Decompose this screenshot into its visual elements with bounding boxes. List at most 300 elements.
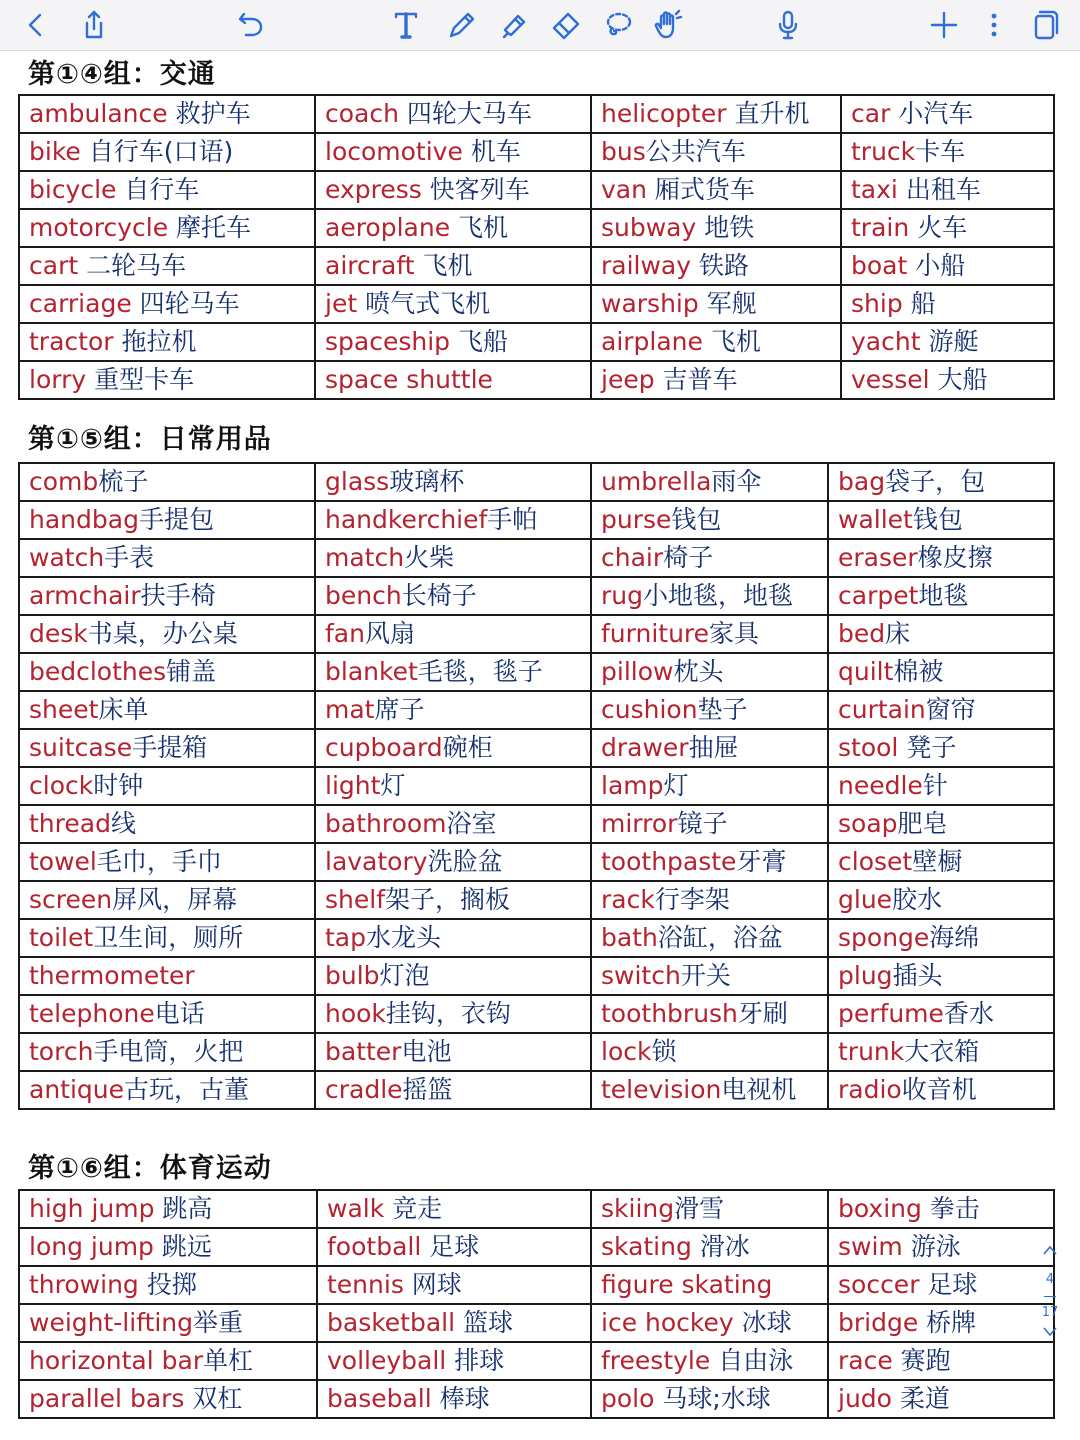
english-word: chair <box>601 543 664 572</box>
english-word: jeep <box>601 365 655 394</box>
vocab-cell <box>841 247 1054 285</box>
chinese-meaning: 香水 <box>943 999 994 1028</box>
chinese-meaning: 壁橱 <box>912 847 963 876</box>
chinese-meaning: 足球 <box>421 1232 480 1261</box>
chinese-meaning: 窗帘 <box>925 695 976 724</box>
chinese-meaning: 小地毯，地毯 <box>643 581 794 610</box>
chinese-meaning: 电视机 <box>721 1075 797 1104</box>
english-word: cupboard <box>325 733 443 762</box>
english-word: hook <box>325 999 386 1028</box>
english-word: throwing <box>29 1270 139 1299</box>
chinese-meaning: 自行车 <box>116 175 200 204</box>
chinese-meaning: 地毯 <box>918 581 969 610</box>
english-word: carriage <box>29 289 132 318</box>
chinese-meaning: 钱包 <box>912 505 963 534</box>
table-row <box>19 805 1054 843</box>
chinese-meaning: 抽屉 <box>688 733 739 762</box>
current-page-number: 4 <box>1045 1272 1055 1287</box>
chinese-meaning: 镜子 <box>677 809 728 838</box>
english-word: television <box>601 1075 722 1104</box>
english-word: high jump <box>29 1194 155 1223</box>
english-word: mat <box>325 695 375 724</box>
chinese-meaning: 大衣箱 <box>904 1037 980 1066</box>
english-word: curtain <box>838 695 926 724</box>
vocab-cell <box>828 501 1054 539</box>
english-word: mirror <box>601 809 678 838</box>
chinese-meaning: 大船 <box>929 365 988 394</box>
chinese-meaning: 冰球 <box>733 1308 792 1337</box>
chinese-meaning: 梳子 <box>98 467 149 496</box>
chinese-meaning: 风扇 <box>364 619 415 648</box>
english-word: aircraft <box>325 251 415 280</box>
lasso-tool-icon[interactable] <box>596 3 640 47</box>
vocab-cell <box>828 463 1054 501</box>
english-word: closet <box>838 847 913 876</box>
english-word: ship <box>851 289 903 318</box>
vocab-cell <box>591 615 828 653</box>
english-word: express <box>325 175 422 204</box>
english-word: lorry <box>29 365 87 394</box>
english-word: jet <box>325 289 358 318</box>
total-page-count: 17 <box>1041 1305 1059 1320</box>
english-word: bathroom <box>325 809 447 838</box>
chinese-meaning: 单杠 <box>203 1346 254 1375</box>
vocab-cell <box>315 133 591 171</box>
english-word: clock <box>29 771 94 800</box>
vocab-cell <box>19 1071 315 1109</box>
english-word: trunk <box>838 1037 905 1066</box>
vocab-cell <box>591 767 828 805</box>
chevron-down-icon[interactable] <box>1040 1325 1060 1349</box>
chinese-meaning: 灯 <box>663 771 689 800</box>
vocab-cell <box>315 171 591 209</box>
english-word: skating <box>601 1232 692 1261</box>
chinese-meaning: 开关 <box>680 961 731 990</box>
english-word: sheet <box>29 695 99 724</box>
vocab-cell <box>19 881 315 919</box>
english-word: lavatory <box>325 847 428 876</box>
chinese-meaning: 插头 <box>892 961 943 990</box>
chinese-meaning: 机车 <box>462 137 521 166</box>
english-word: taxi <box>851 175 898 204</box>
english-word: warship <box>601 289 699 318</box>
vocab-cell <box>591 1304 828 1342</box>
table-row <box>19 653 1054 691</box>
english-word: bag <box>838 467 886 496</box>
chinese-meaning: 枕头 <box>673 657 724 686</box>
vocab-cell <box>315 209 591 247</box>
vocab-cell <box>19 361 315 399</box>
table-row <box>19 729 1054 767</box>
undo-icon[interactable] <box>228 3 272 47</box>
chinese-meaning: 毛毯，毯子 <box>417 657 543 686</box>
chinese-meaning: 凳子 <box>898 733 957 762</box>
vocab-cell <box>19 653 315 691</box>
chinese-meaning: 飞机 <box>450 213 509 242</box>
chinese-meaning: 双杠 <box>184 1384 243 1413</box>
chinese-meaning: 篮球 <box>455 1308 514 1337</box>
chinese-meaning: 摇篮 <box>402 1075 453 1104</box>
chinese-meaning: 厢式货车 <box>646 175 755 204</box>
chinese-meaning: 椅子 <box>663 543 714 572</box>
english-word: suitcase <box>29 733 133 762</box>
vocab-table-daily-items <box>18 462 1055 1110</box>
pages-icon[interactable] <box>1022 3 1066 47</box>
english-word: rug <box>601 581 643 610</box>
vocab-cell <box>591 1033 828 1071</box>
vocab-cell <box>841 95 1054 133</box>
vocab-cell <box>19 1228 317 1266</box>
eraser-tool-icon[interactable] <box>544 3 588 47</box>
vocab-cell <box>315 1071 591 1109</box>
chinese-meaning: 铁路 <box>691 251 750 280</box>
english-word: drawer <box>601 733 689 762</box>
english-word: comb <box>29 467 99 496</box>
table-row <box>19 361 1054 399</box>
vocab-cell <box>315 729 591 767</box>
chinese-meaning: 二轮马车 <box>78 251 187 280</box>
table-row <box>19 995 1054 1033</box>
english-word: bus <box>601 137 646 166</box>
english-word: bench <box>325 581 402 610</box>
vocab-cell <box>315 501 591 539</box>
english-word: glue <box>838 885 893 914</box>
chinese-meaning: 柔道 <box>891 1384 950 1413</box>
english-word: bedclothes <box>29 657 167 686</box>
vocab-cell <box>317 1304 591 1342</box>
table-row <box>19 1266 1054 1304</box>
vocab-cell <box>841 171 1054 209</box>
vocab-cell <box>828 539 1054 577</box>
table-row <box>19 843 1054 881</box>
vocab-cell <box>828 1228 1054 1266</box>
chinese-meaning: 卫生间，厕所 <box>93 923 244 952</box>
chinese-meaning: 地铁 <box>696 213 755 242</box>
back-icon[interactable] <box>14 3 58 47</box>
table-row <box>19 691 1054 729</box>
chinese-meaning: 家具 <box>709 619 760 648</box>
chinese-meaning: 时钟 <box>93 771 144 800</box>
chinese-meaning: 雨伞 <box>711 467 762 496</box>
chinese-meaning: 毛巾，手巾 <box>96 847 222 876</box>
add-icon[interactable] <box>922 3 966 47</box>
vocab-cell <box>591 843 828 881</box>
table-row <box>19 577 1054 615</box>
chinese-meaning: 牙膏 <box>736 847 787 876</box>
vocab-cell <box>828 767 1054 805</box>
english-word: cradle <box>325 1075 403 1104</box>
english-word: cushion <box>601 695 698 724</box>
english-word: towel <box>29 847 97 876</box>
chinese-meaning: 玻璃杯 <box>389 467 465 496</box>
english-word: thread <box>29 809 111 838</box>
chinese-meaning: 救护车 <box>167 99 251 128</box>
english-word: football <box>327 1232 422 1261</box>
english-word: basketball <box>327 1308 456 1337</box>
vocab-cell <box>317 1380 591 1418</box>
table-row <box>19 463 1054 501</box>
vocab-cell <box>19 209 315 247</box>
english-word: match <box>325 543 405 572</box>
vocab-cell <box>19 247 315 285</box>
vocab-cell <box>19 1304 317 1342</box>
english-word: sponge <box>838 923 930 952</box>
english-word: armchair <box>29 581 141 610</box>
vocab-cell <box>315 285 591 323</box>
page-divider <box>1044 1296 1056 1297</box>
chinese-meaning: 拳击 <box>921 1194 980 1223</box>
chinese-meaning: 行李架 <box>654 885 730 914</box>
chinese-meaning: 海绵 <box>929 923 980 952</box>
english-word: switch <box>601 961 681 990</box>
page-scroller[interactable] <box>1040 1244 1060 1394</box>
vocab-cell <box>591 919 828 957</box>
chinese-meaning: 军舰 <box>698 289 757 318</box>
vocab-cell <box>591 1071 828 1109</box>
chinese-meaning: 水龙头 <box>366 923 442 952</box>
chinese-meaning: 针 <box>922 771 948 800</box>
vocab-cell <box>591 995 828 1033</box>
vocab-cell <box>317 1266 591 1304</box>
vocab-cell <box>591 539 828 577</box>
english-word: locomotive <box>325 137 463 166</box>
english-word: race <box>838 1346 893 1375</box>
english-word: baseball <box>327 1384 432 1413</box>
vocab-cell <box>19 1380 317 1418</box>
vocab-cell <box>591 361 841 399</box>
chinese-meaning: 床 <box>885 619 911 648</box>
vocab-cell <box>315 1033 591 1071</box>
english-word: boat <box>851 251 908 280</box>
english-word: weight-lifting <box>29 1308 194 1337</box>
vocab-cell <box>828 1380 1054 1418</box>
english-word: boxing <box>838 1194 922 1223</box>
vocab-cell <box>591 171 841 209</box>
english-word: parallel bars <box>29 1384 185 1413</box>
chinese-meaning: 排球 <box>446 1346 505 1375</box>
vocab-cell <box>19 1342 317 1380</box>
chinese-meaning: 自行车(口语) <box>80 137 234 166</box>
vocab-cell <box>19 957 315 995</box>
chinese-meaning: 小汽车 <box>890 99 974 128</box>
chinese-meaning: 手表 <box>104 543 155 572</box>
vocab-cell <box>19 615 315 653</box>
english-word: tractor <box>29 327 114 356</box>
vocab-cell <box>315 323 591 361</box>
english-word: lock <box>601 1037 652 1066</box>
english-word: yacht <box>851 327 921 356</box>
english-word: freestyle <box>601 1346 711 1375</box>
vocab-cell <box>19 691 315 729</box>
vocab-cell <box>591 285 841 323</box>
hand-tool-icon[interactable] <box>646 3 690 47</box>
highlighter-tool-icon[interactable] <box>492 3 536 47</box>
english-word: railway <box>601 251 692 280</box>
vocab-cell <box>828 729 1054 767</box>
vocab-cell <box>828 805 1054 843</box>
english-word: screen <box>29 885 113 914</box>
vocab-cell <box>828 1033 1054 1071</box>
chinese-meaning: 飞机 <box>414 251 473 280</box>
vocab-cell <box>315 615 591 653</box>
chinese-meaning: 飞船 <box>450 327 508 356</box>
chinese-meaning: 浴缸，浴盆 <box>657 923 783 952</box>
english-word: cart <box>29 251 79 280</box>
toolbar <box>0 0 1080 51</box>
english-word: swim <box>838 1232 903 1261</box>
english-word: coach <box>325 99 399 128</box>
chinese-meaning: 屏风，屏幕 <box>112 885 238 914</box>
chevron-up-icon[interactable] <box>1040 1244 1060 1268</box>
vocab-cell <box>19 843 315 881</box>
english-word: glass <box>325 467 390 496</box>
english-word: watch <box>29 543 105 572</box>
vocab-cell <box>591 1380 828 1418</box>
table-row <box>19 1380 1054 1418</box>
english-word: thermometer <box>29 961 195 990</box>
english-word: torch <box>29 1037 94 1066</box>
chinese-meaning: 手提箱 <box>132 733 208 762</box>
english-word: radio <box>838 1075 902 1104</box>
vocab-table-sports <box>18 1189 1055 1419</box>
vocab-cell <box>315 957 591 995</box>
share-icon[interactable] <box>72 3 116 47</box>
vocab-cell <box>19 1033 315 1071</box>
chinese-meaning: 投掷 <box>138 1270 197 1299</box>
vocab-cell <box>828 1342 1054 1380</box>
vocab-cell <box>591 247 841 285</box>
chinese-meaning: 船 <box>902 289 936 318</box>
chinese-meaning: 游泳 <box>902 1232 961 1261</box>
vocab-cell <box>841 323 1054 361</box>
chinese-meaning: 牙刷 <box>737 999 788 1028</box>
chinese-meaning: 垫子 <box>697 695 748 724</box>
vocab-cell <box>841 285 1054 323</box>
table-row <box>19 767 1054 805</box>
table-row <box>19 919 1054 957</box>
vocab-cell <box>591 1190 828 1228</box>
chinese-meaning: 竞走 <box>384 1194 443 1223</box>
chinese-meaning: 四轮大马车 <box>398 99 532 128</box>
vocab-cell <box>315 95 591 133</box>
english-word: rack <box>601 885 655 914</box>
chinese-meaning: 棒球 <box>431 1384 490 1413</box>
english-word: stool <box>838 733 899 762</box>
chinese-meaning: 小船 <box>907 251 966 280</box>
vocab-cell <box>19 577 315 615</box>
chinese-meaning: 跳高 <box>154 1194 213 1223</box>
english-word: truck <box>851 137 916 166</box>
chinese-meaning: 收音机 <box>901 1075 977 1104</box>
vocab-cell <box>19 767 315 805</box>
vocab-cell <box>828 995 1054 1033</box>
english-word: purse <box>601 505 672 534</box>
group-title-daily-items: 第①⑤组：日常用品 <box>28 424 272 455</box>
vocab-cell <box>828 919 1054 957</box>
chinese-meaning: 长椅子 <box>401 581 477 610</box>
chinese-meaning: 火车 <box>909 213 968 242</box>
english-word: eraser <box>838 543 918 572</box>
vocab-cell <box>591 95 841 133</box>
table-row <box>19 95 1054 133</box>
english-word: subway <box>601 213 697 242</box>
english-word: helicopter <box>601 99 727 128</box>
chinese-meaning: 四轮马车 <box>131 289 240 318</box>
vocab-table-transport <box>18 94 1055 400</box>
chinese-meaning: 电话 <box>154 999 205 1028</box>
english-word: handkerchief <box>325 505 488 534</box>
chinese-meaning: 拖拉机 <box>113 327 197 356</box>
english-word: toothpaste <box>601 847 737 876</box>
chinese-meaning: 出租车 <box>897 175 981 204</box>
vocab-cell <box>315 767 591 805</box>
vocab-cell <box>19 729 315 767</box>
chinese-meaning: 公共汽车 <box>645 137 746 166</box>
vocab-cell <box>828 1071 1054 1109</box>
english-word: quilt <box>838 657 894 686</box>
chinese-meaning: 手电筒，火把 <box>93 1037 244 1066</box>
english-word: bed <box>838 619 886 648</box>
english-word: polo <box>601 1384 655 1413</box>
vocab-cell <box>828 881 1054 919</box>
english-word: soccer <box>838 1270 920 1299</box>
english-word: van <box>601 175 647 204</box>
chinese-meaning: 桥牌 <box>918 1308 977 1337</box>
table-row <box>19 247 1054 285</box>
group-title-transport: 第①④组：交通 <box>28 59 216 90</box>
vocab-cell <box>591 729 828 767</box>
chinese-meaning: 足球 <box>919 1270 978 1299</box>
english-word: shelf <box>325 885 385 914</box>
text-tool-icon[interactable] <box>384 3 428 47</box>
vocab-cell <box>19 133 315 171</box>
vocab-cell <box>591 1228 828 1266</box>
english-word: plug <box>838 961 893 990</box>
vocab-cell <box>841 133 1054 171</box>
table-row <box>19 1190 1054 1228</box>
chinese-meaning: 锁 <box>651 1037 677 1066</box>
vocab-cell <box>19 805 315 843</box>
english-word: needle <box>838 771 923 800</box>
vocab-cell <box>591 501 828 539</box>
chinese-meaning: 手帕 <box>487 505 538 534</box>
vocab-cell <box>315 247 591 285</box>
more-icon[interactable] <box>972 3 1016 47</box>
chinese-meaning: 棉被 <box>893 657 944 686</box>
pen-tool-icon[interactable] <box>440 3 484 47</box>
chinese-meaning: 肥皂 <box>897 809 948 838</box>
vocab-cell <box>828 577 1054 615</box>
chinese-meaning: 游艇 <box>920 327 979 356</box>
english-word: volleyball <box>327 1346 447 1375</box>
microphone-icon[interactable] <box>766 3 810 47</box>
table-row <box>19 171 1054 209</box>
english-word: ambulance <box>29 99 168 128</box>
chinese-meaning: 电池 <box>401 1037 452 1066</box>
chinese-meaning: 挂钩，衣钩 <box>385 999 511 1028</box>
table-row <box>19 615 1054 653</box>
vocab-cell <box>315 653 591 691</box>
chinese-meaning: 胶水 <box>892 885 943 914</box>
chinese-meaning: 摩托车 <box>168 213 252 242</box>
vocab-cell <box>591 1266 828 1304</box>
english-word: bridge <box>838 1308 919 1337</box>
chinese-meaning: 赛跑 <box>892 1346 951 1375</box>
english-word: toothbrush <box>601 999 738 1028</box>
english-word: umbrella <box>601 467 712 496</box>
chinese-meaning: 直升机 <box>726 99 810 128</box>
vocab-cell <box>315 577 591 615</box>
